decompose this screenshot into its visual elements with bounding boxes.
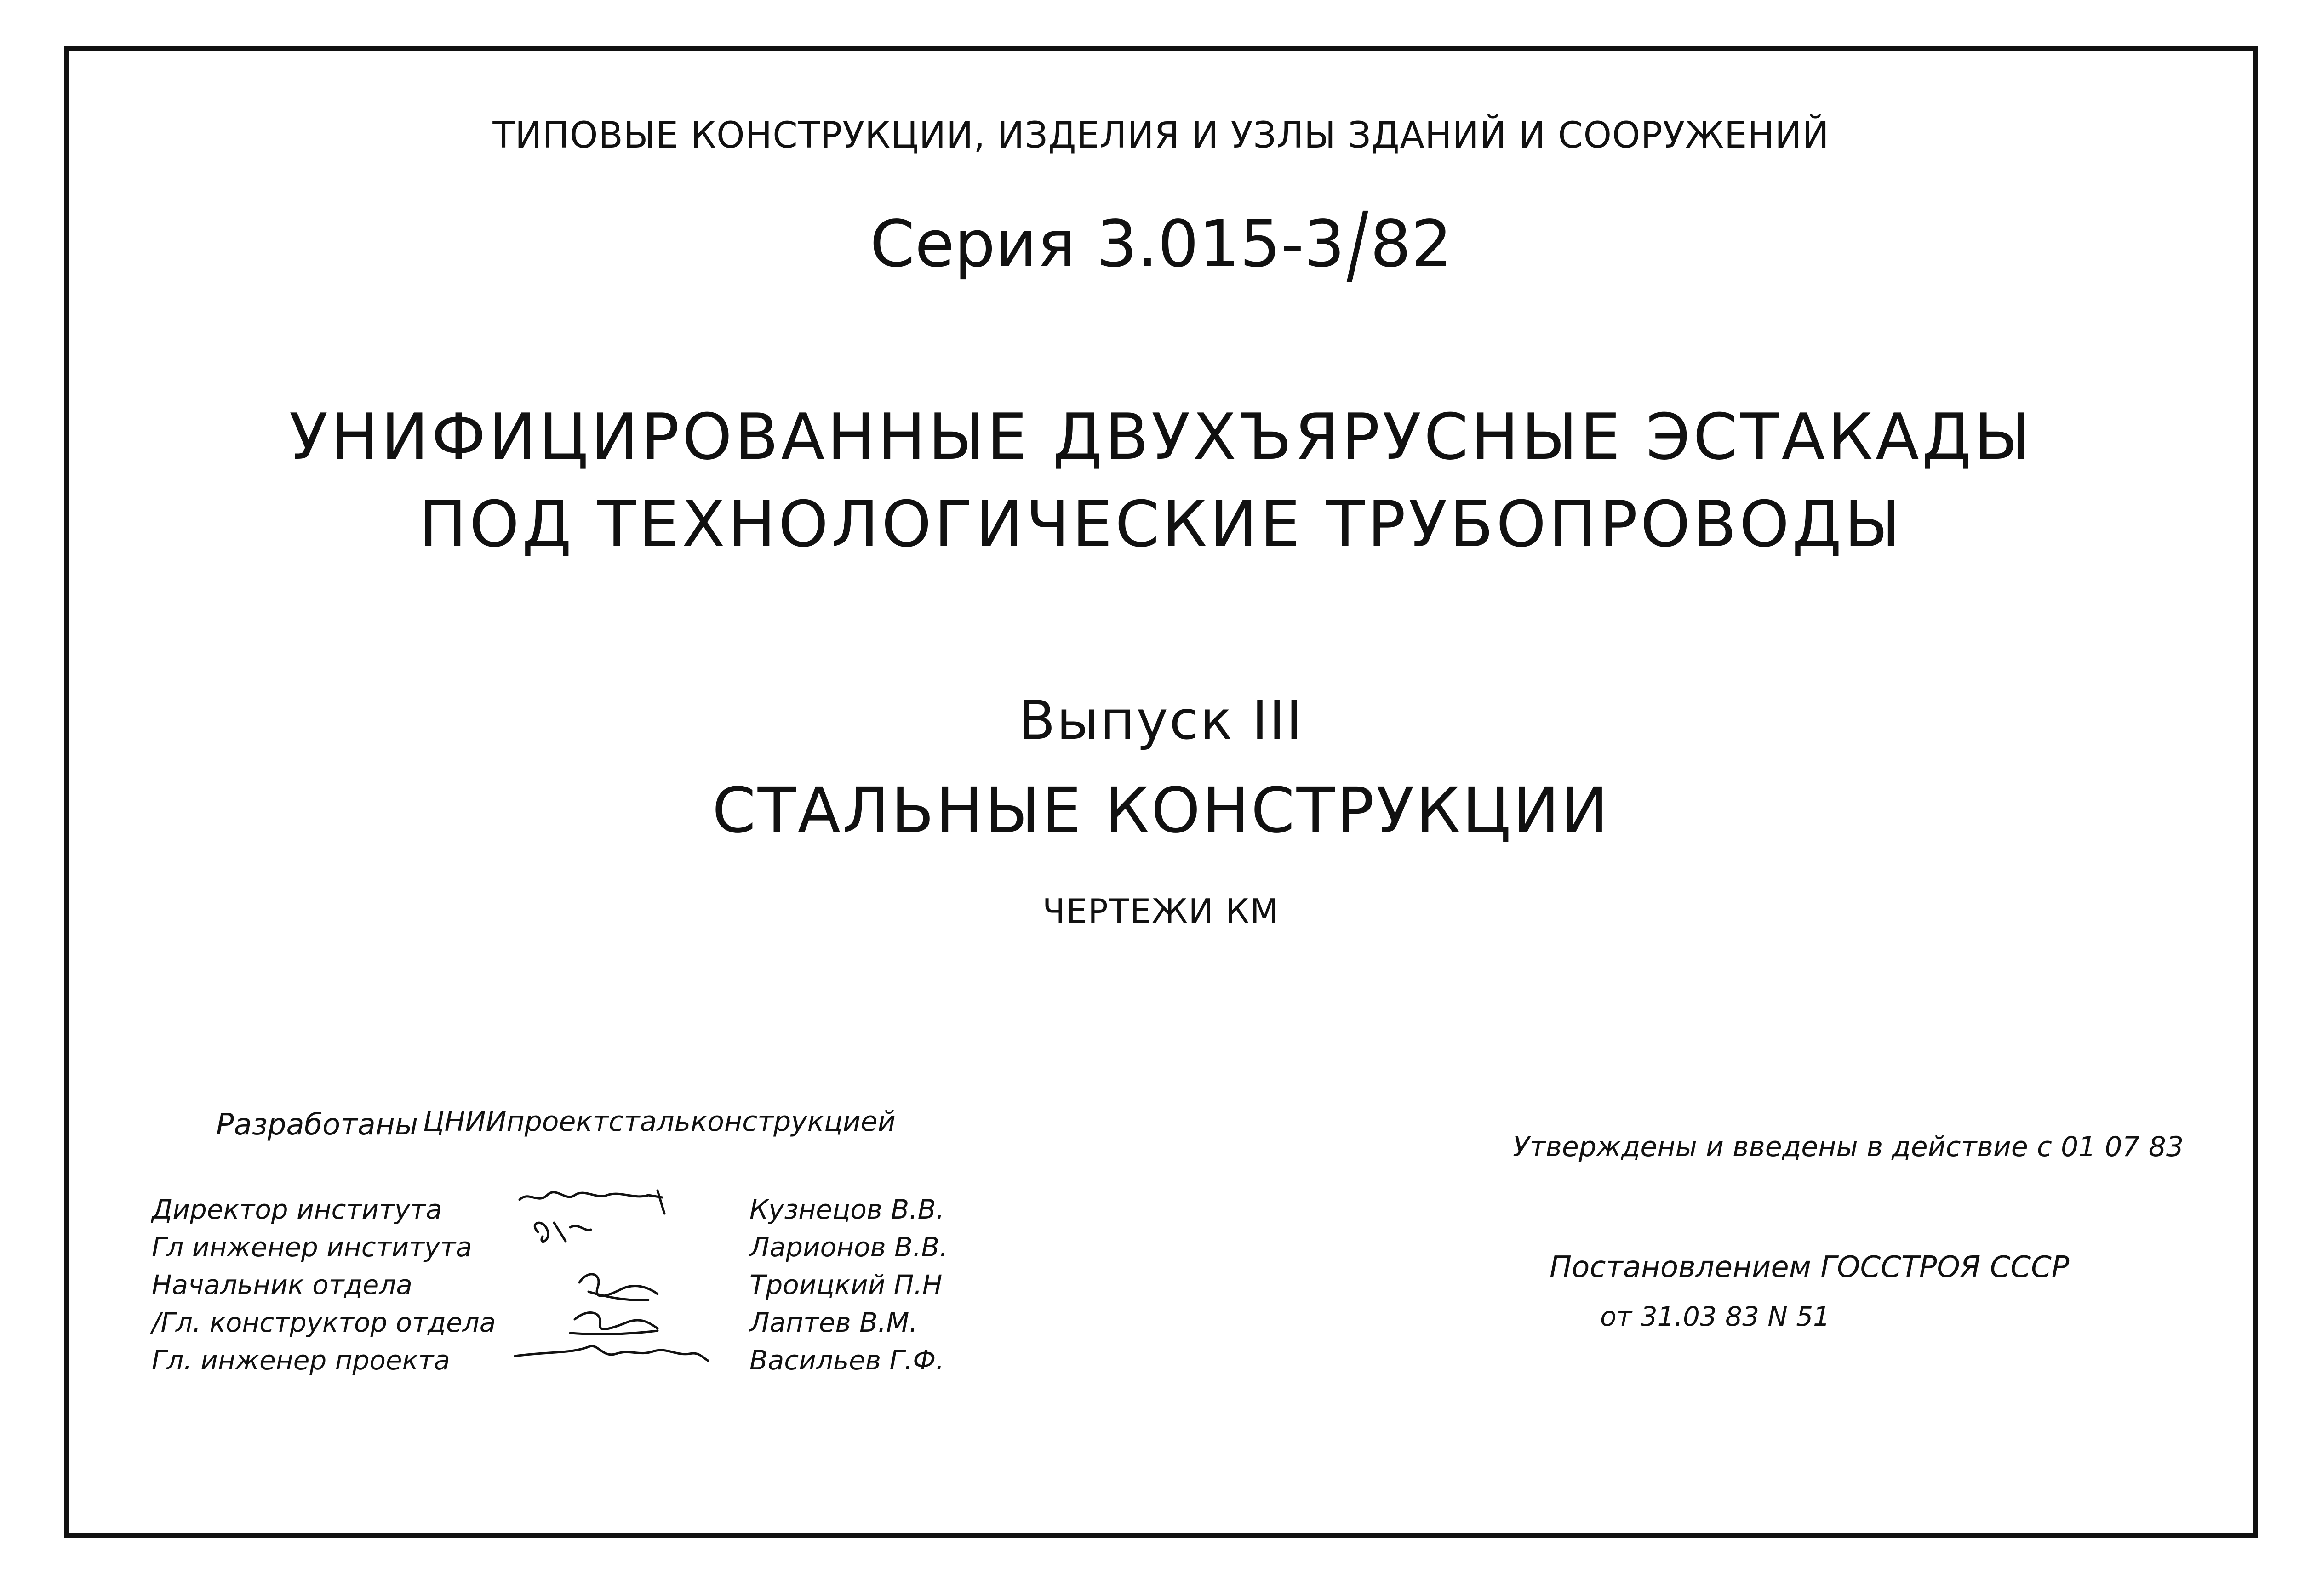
staff-role: Гл инженер института — [152, 1231, 472, 1263]
staff-role: Гл. инженер проекта — [152, 1345, 450, 1376]
subtitle: СТАЛЬНЫЕ КОНСТРУКЦИИ — [712, 775, 1610, 847]
series-number — [64, 194, 2258, 295]
signature-2 — [535, 1223, 591, 1242]
approval-text: Утверждены и введены в действие с 01 07 83 — [1513, 1131, 2184, 1163]
developer-organization: ЦНИИпроектстальконструкцией — [423, 1106, 896, 1138]
main-title-line-1: УНИФИЦИРОВАННЫЕ ДВУХЪЯРУСНЫЕ ЭСТАКАДЫ — [289, 400, 2033, 474]
main-title-line-2: ПОД ТЕХНОЛОГИЧЕСКИЕ ТРУБОПРОВОДЫ — [418, 487, 1904, 561]
staff-role: Начальник отдела — [152, 1269, 412, 1300]
signatures-image — [510, 1177, 713, 1370]
signature-3 — [579, 1274, 658, 1300]
signature-5 — [515, 1346, 708, 1361]
staff-name: Троицкий П.Н — [749, 1269, 943, 1300]
staff-names — [749, 1191, 948, 1379]
staff-role: Директор института — [152, 1194, 442, 1225]
staff-name: Кузнецов В.В. — [749, 1194, 944, 1225]
issue-number: Выпуск III — [1018, 690, 1304, 752]
signature-4 — [570, 1313, 658, 1334]
developed-label: Разработаны — [216, 1108, 418, 1142]
header-line: ТИПОВЫЕ КОНСТРУКЦИИ, ИЗДЕЛИЯ И УЗЛЫ ЗДАНИЙ И СООРУЖЕНИЙ — [492, 115, 1830, 156]
signature-1 — [520, 1191, 664, 1214]
staff-name: Ларионов В.В. — [749, 1231, 948, 1263]
staff-name: Васильев Г.Ф. — [749, 1345, 944, 1376]
series-prefix: Серия 3.015-3 — [869, 207, 1345, 282]
drawings-label: ЧЕРТЕЖИ КМ — [1042, 892, 1280, 930]
staff-roles — [152, 1191, 496, 1379]
series-suffix: 82 — [1370, 207, 1453, 282]
staff-role: /Гл. конструктор отдела — [152, 1307, 496, 1338]
decree-number: от 31.03 83 N 51 — [1600, 1301, 1830, 1332]
decree-text: Постановлением ГОССТРОЯ СССР — [1550, 1250, 2070, 1284]
series-slash: / — [1346, 194, 1368, 295]
staff-name: Лаптев В.М. — [749, 1307, 918, 1338]
